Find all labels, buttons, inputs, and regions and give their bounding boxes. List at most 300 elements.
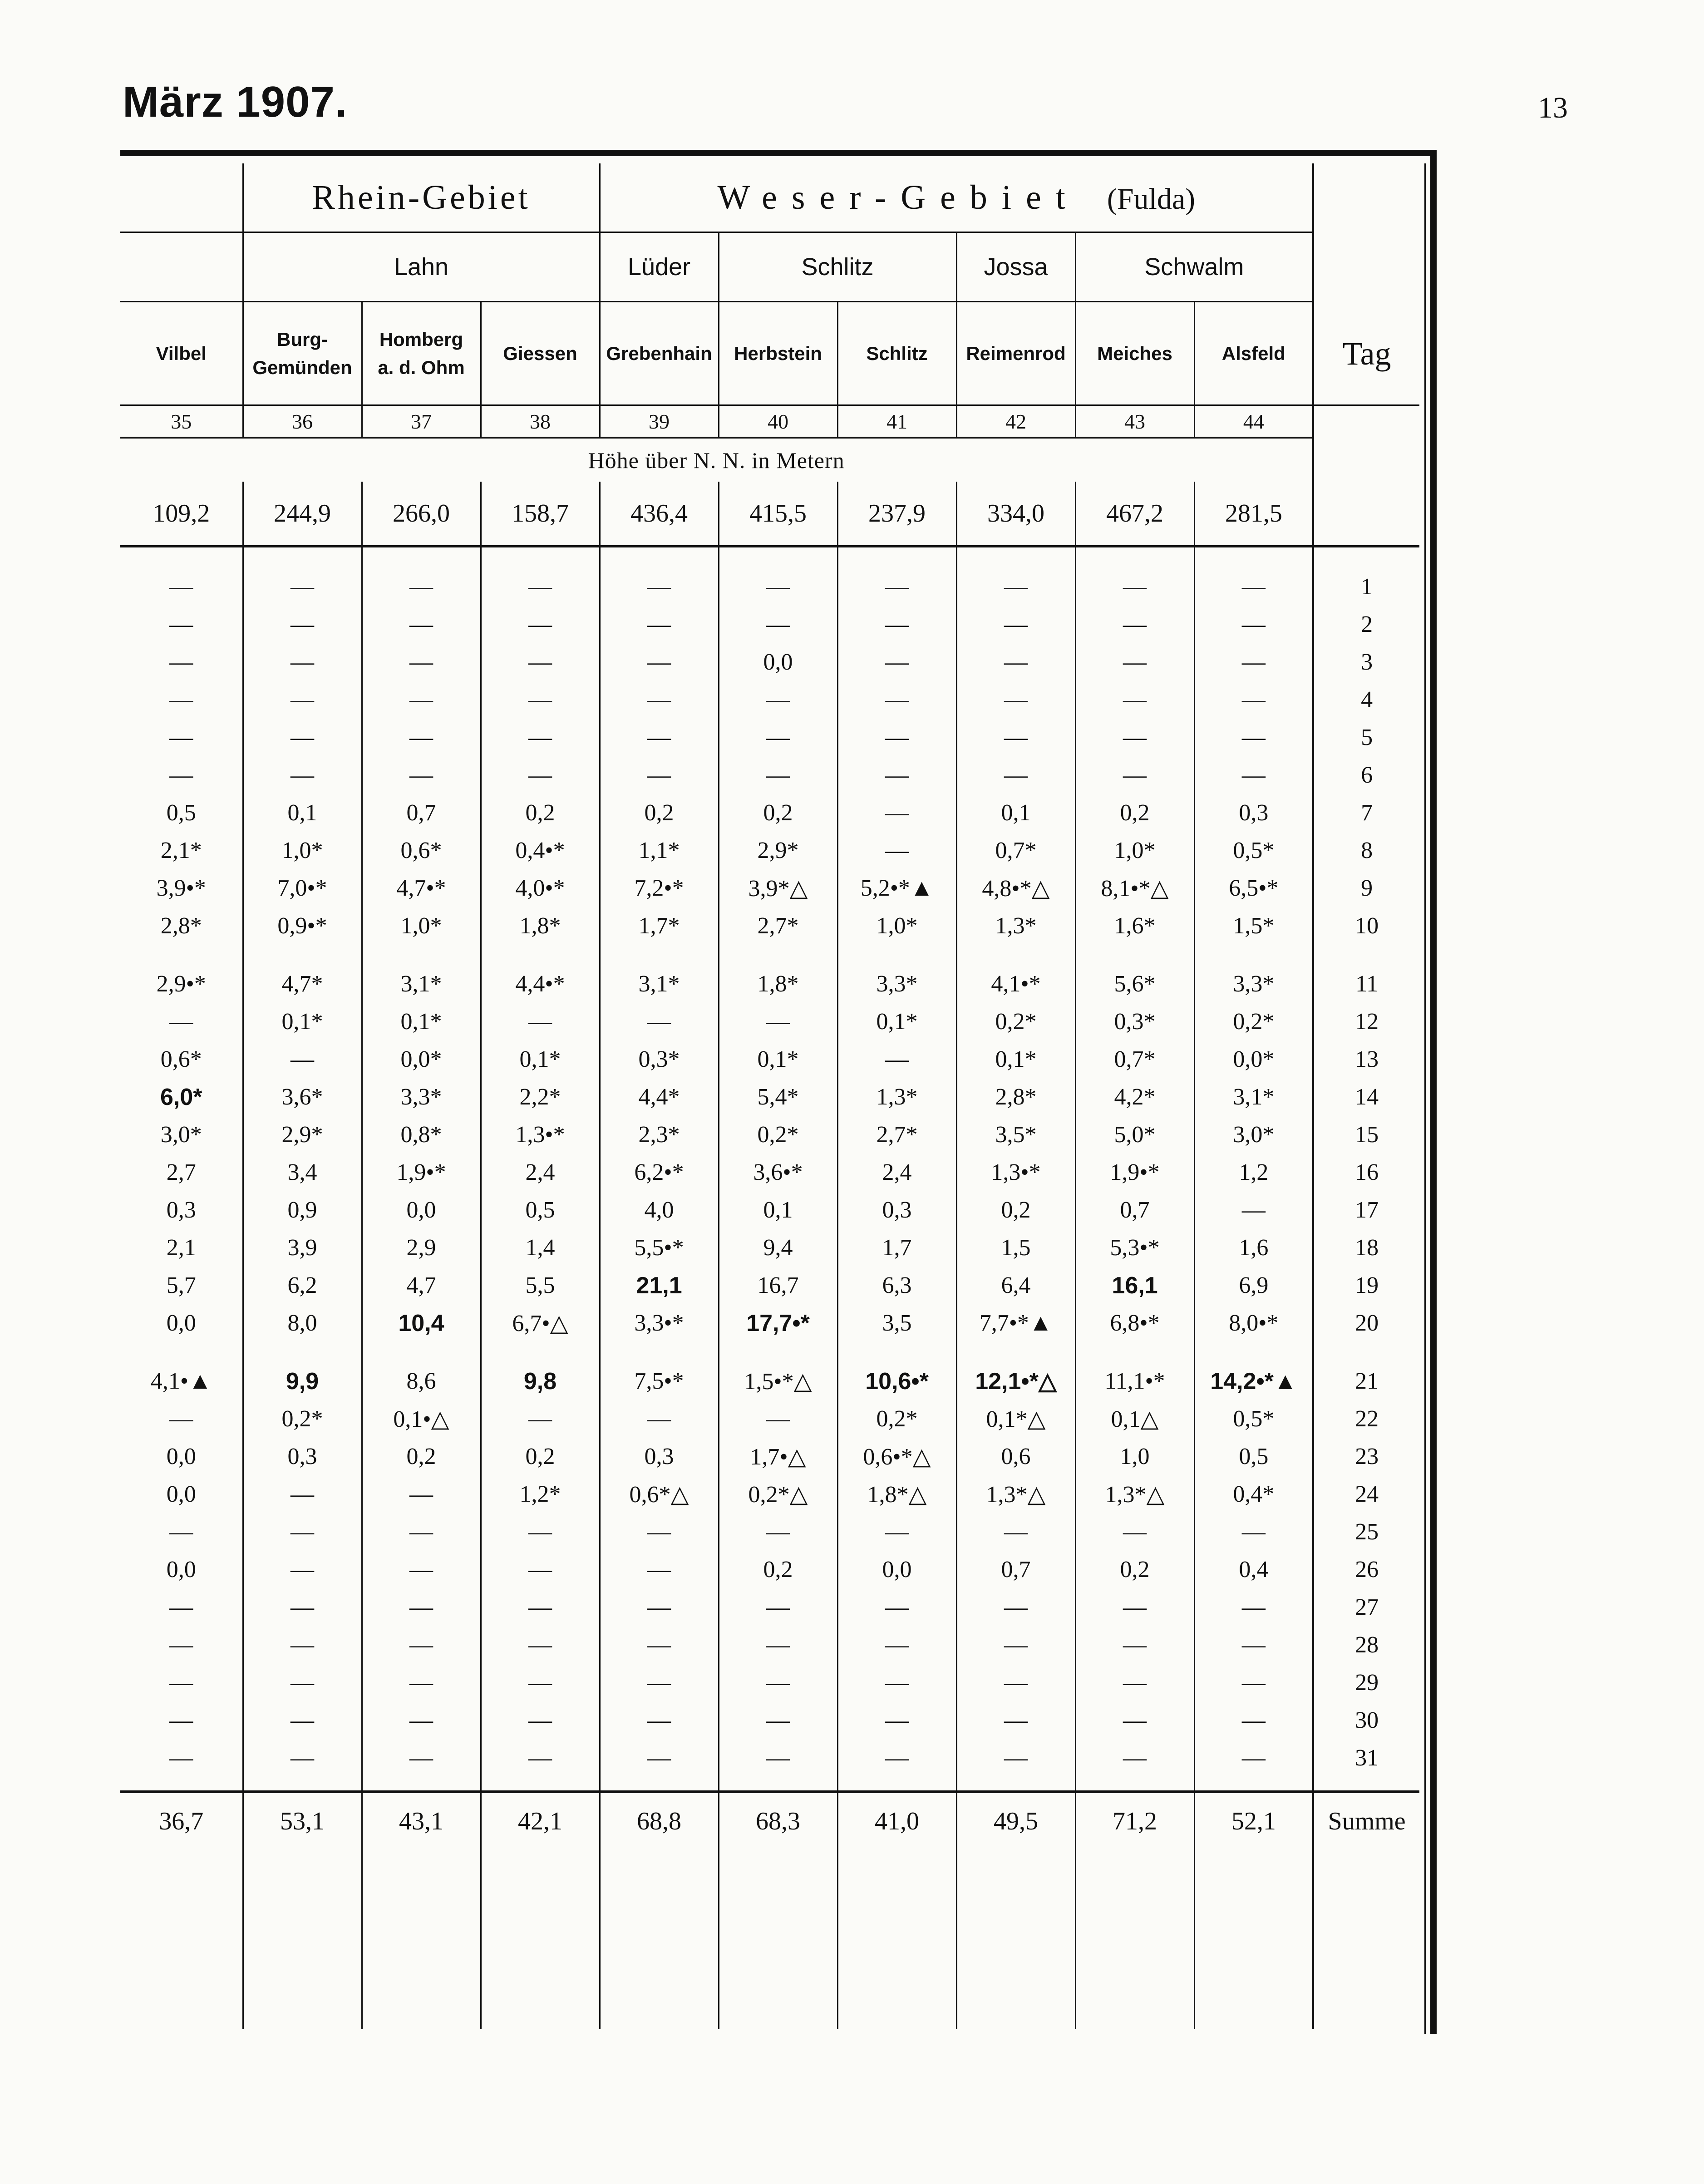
station-number: 40 (719, 405, 837, 438)
table-row (120, 606, 1419, 643)
precipitation-cell: 3,6•* (719, 1154, 837, 1191)
separator-cell (1075, 1777, 1194, 1792)
precipitation-cell: 6,8•* (1075, 1304, 1194, 1342)
spacer-cell (719, 547, 837, 568)
summe-label: Summe (1313, 1792, 1419, 1861)
precipitation-cell: — (719, 1701, 837, 1739)
spacer-cell (362, 547, 481, 568)
precipitation-cell: — (243, 606, 362, 643)
day-number: 5 (1313, 719, 1419, 756)
table-row (120, 1588, 1419, 1626)
gap-cell (120, 1342, 243, 1362)
precipitation-cell: — (362, 1551, 481, 1588)
precipitation-cell: — (837, 1588, 956, 1626)
precipitation-cell: 1,3*△ (1075, 1475, 1194, 1513)
day-number: 16 (1313, 1154, 1419, 1191)
precipitation-cell: 0,7 (1075, 1191, 1194, 1229)
precipitation-cell: — (600, 1551, 719, 1588)
number-row-tag-cell (1313, 405, 1419, 438)
precipitation-cell: 5,5 (481, 1267, 600, 1304)
station-elevation: 237,9 (837, 482, 956, 547)
separator-cell (243, 1777, 362, 1792)
station-name: Vilbel (120, 302, 243, 405)
day-number: 27 (1313, 1588, 1419, 1626)
precipitation-cell: 0,9•* (243, 907, 362, 945)
precipitation-cell: 1,0* (362, 907, 481, 945)
precipitation-cell: 2,9 (362, 1229, 481, 1267)
precipitation-cell: — (481, 1701, 600, 1739)
precipitation-cell: — (600, 1626, 719, 1664)
table-row (120, 1078, 1419, 1116)
precipitation-cell: 0,2* (837, 1400, 956, 1438)
precipitation-cell: — (1075, 719, 1194, 756)
precipitation-cell: 0,4* (1194, 1475, 1313, 1513)
station-name: Alsfeld (1194, 302, 1313, 405)
precipitation-cell: 1,7* (600, 907, 719, 945)
precipitation-cell: 0,0 (719, 643, 837, 681)
precipitation-cell: 8,1•*△ (1075, 869, 1194, 907)
precipitation-cell: — (169, 1009, 193, 1035)
river-schwalm: Schwalm (1075, 232, 1313, 302)
table-row (120, 1551, 1419, 1588)
precipitation-cell: — (243, 568, 362, 606)
precipitation-cell: — (481, 606, 600, 643)
precipitation-cell: — (481, 1664, 600, 1701)
precipitation-cell: 17,7•* (719, 1304, 837, 1342)
separator-cell (120, 1777, 243, 1792)
table-row (120, 907, 1419, 945)
precipitation-cell: 1,8*△ (837, 1475, 956, 1513)
precipitation-cell: 2,7* (837, 1116, 956, 1154)
precipitation-cell: 3,5* (956, 1116, 1075, 1154)
precipitation-cell: 3,1* (362, 965, 481, 1003)
precipitation-cell: 16,7 (719, 1267, 837, 1304)
day-number: 26 (1313, 1551, 1419, 1588)
day-number: 13 (1313, 1040, 1419, 1078)
precipitation-cell: — (169, 1519, 193, 1545)
day-number: 30 (1313, 1701, 1419, 1739)
precipitation-cell: — (956, 643, 1075, 681)
station-elevation: 467,2 (1075, 482, 1194, 547)
station-name: Homberg a. d. Ohm (362, 302, 481, 405)
precipitation-cell: — (1075, 1588, 1194, 1626)
precipitation-cell: 5,6* (1075, 965, 1194, 1003)
precipitation-cell: — (956, 568, 1075, 606)
tag-column-header: Tag (1313, 163, 1419, 405)
precipitation-cell: 0,5 (481, 1191, 600, 1229)
precipitation-cell: — (837, 719, 956, 756)
block-gap-row (120, 945, 1419, 965)
precipitation-cell: — (169, 1406, 193, 1432)
precipitation-cell: 0,0 (166, 1557, 196, 1583)
weser-gebiet-header (600, 163, 1313, 232)
sum-cell: 68,8 (600, 1792, 719, 1861)
precipitation-cell: — (719, 1400, 837, 1438)
separator-cell (481, 1777, 600, 1792)
precipitation-cell: — (362, 1588, 481, 1626)
precipitation-cell: — (481, 1513, 600, 1551)
precipitation-cell: — (362, 1701, 481, 1739)
precipitation-cell: — (837, 1626, 956, 1664)
table-row (120, 832, 1419, 869)
precipitation-cell: 0,1 (956, 794, 1075, 832)
bottom-cell (120, 1861, 243, 2029)
day-number: 17 (1313, 1191, 1419, 1229)
precipitation-cell: — (481, 1626, 600, 1664)
precipitation-cell: 11,1•* (1075, 1362, 1194, 1400)
precipitation-cell: — (956, 1626, 1075, 1664)
bottom-cell (600, 1861, 719, 2029)
precipitation-cell: — (243, 756, 362, 794)
table-row (120, 1400, 1419, 1438)
precipitation-cell: 6,5•* (1194, 869, 1313, 907)
gap-cell (600, 1342, 719, 1362)
table-row (120, 1438, 1419, 1475)
precipitation-cell: — (362, 681, 481, 719)
precipitation-cell: 1,6 (1194, 1229, 1313, 1267)
separator-cell (1194, 1777, 1313, 1792)
precipitation-cell: — (362, 1626, 481, 1664)
precipitation-cell: — (169, 1707, 193, 1733)
gap-cell (1313, 1342, 1419, 1362)
precipitation-cell: — (362, 643, 481, 681)
precipitation-cell: 4,1•▲ (150, 1368, 212, 1394)
precipitation-cell: 3,3* (362, 1078, 481, 1116)
day-number: 29 (1313, 1664, 1419, 1701)
weser-gebiet-label: Weser-Gebiet (717, 178, 1080, 217)
separator-cell (719, 1777, 837, 1792)
precipitation-cell: 8,0•* (1194, 1304, 1313, 1342)
separator-cell (956, 1777, 1075, 1792)
precipitation-cell: 16,1 (1075, 1267, 1194, 1304)
table-row (120, 1154, 1419, 1191)
precipitation-cell: 2,1* (160, 838, 202, 863)
precipitation-cell: 2,4 (481, 1154, 600, 1191)
sum-cell: 52,1 (1194, 1792, 1313, 1861)
precipitation-cell: 0,2 (956, 1191, 1075, 1229)
precipitation-cell: 0,0 (166, 1310, 196, 1336)
sum-cell: 41,0 (837, 1792, 956, 1861)
precipitation-cell: 0,1* (362, 1003, 481, 1040)
day-number: 22 (1313, 1400, 1419, 1438)
precipitation-cell: 0,8* (362, 1116, 481, 1154)
precipitation-cell: 3,1* (600, 965, 719, 1003)
precipitation-cell: 0,4•* (481, 832, 600, 869)
precipitation-cell: 1,5 (956, 1229, 1075, 1267)
gap-cell (719, 945, 837, 965)
station-number: 37 (362, 405, 481, 438)
precipitation-cell: — (243, 1588, 362, 1626)
precipitation-cell: 0,7* (1075, 1040, 1194, 1078)
sum-cell: 68,3 (719, 1792, 837, 1861)
precipitation-cell: 3,6* (243, 1078, 362, 1116)
precipitation-cell: — (719, 1003, 837, 1040)
precipitation-cell: 0,1* (481, 1040, 600, 1078)
spacer-cell (481, 547, 600, 568)
table-row (120, 1116, 1419, 1154)
precipitation-cell: 0,5* (1194, 1400, 1313, 1438)
precipitation-cell: — (243, 1475, 362, 1513)
precipitation-cell: — (362, 568, 481, 606)
precipitation-cell: 0,7* (956, 832, 1075, 869)
precipitation-cell: 0,2 (362, 1438, 481, 1475)
precipitation-cell: 0,2 (719, 1551, 837, 1588)
bottom-cell (1194, 1861, 1313, 2029)
precipitation-cell: 0,2 (600, 794, 719, 832)
elevation-row-tag-cell (1313, 482, 1419, 547)
precipitation-cell: 0,0* (362, 1040, 481, 1078)
precipitation-cell: 0,5* (1194, 832, 1313, 869)
gap-cell (243, 945, 362, 965)
precipitation-cell: — (169, 1594, 193, 1620)
precipitation-cell: 2,2* (481, 1078, 600, 1116)
precipitation-cell: 0,4 (1194, 1551, 1313, 1588)
precipitation-cell: — (600, 719, 719, 756)
precipitation-cell: — (362, 719, 481, 756)
precipitation-cell: — (1075, 1701, 1194, 1739)
precipitation-cell: 2,9•* (156, 971, 206, 997)
station-number: 41 (837, 405, 956, 438)
precipitation-cell: — (600, 681, 719, 719)
sum-cell: 71,2 (1075, 1792, 1194, 1861)
precipitation-cell: 4,2* (1075, 1078, 1194, 1116)
table-row (120, 1229, 1419, 1267)
precipitation-cell: — (169, 762, 193, 788)
precipitation-cell: 3,5 (837, 1304, 956, 1342)
station-name: Reimenrod (956, 302, 1075, 405)
precipitation-cell: 2,3* (600, 1116, 719, 1154)
bottom-cell (1075, 1861, 1194, 2029)
table-row (120, 681, 1419, 719)
station-elevation: 244,9 (243, 482, 362, 547)
precipitation-cell: 0,1 (719, 1191, 837, 1229)
day-number: 12 (1313, 1003, 1419, 1040)
precipitation-cell: — (1075, 606, 1194, 643)
precipitation-cell: 5,0* (1075, 1116, 1194, 1154)
precipitation-cell: — (243, 1701, 362, 1739)
spacer-cell (1194, 547, 1313, 568)
station-elevation: 415,5 (719, 482, 837, 547)
precipitation-cell: 0,5 (1194, 1438, 1313, 1475)
precipitation-cell: 0,1*△ (956, 1400, 1075, 1438)
precipitation-cell: 4,7 (362, 1267, 481, 1304)
day-number: 19 (1313, 1267, 1419, 1304)
precipitation-cell: 0,0* (1194, 1040, 1313, 1078)
gap-cell (120, 945, 243, 965)
river-schlitz: Schlitz (719, 232, 956, 302)
station-number-row (120, 405, 1419, 438)
precipitation-cell: — (1194, 1739, 1313, 1777)
precipitation-cell: 0,1* (837, 1003, 956, 1040)
precipitation-cell: 2,4 (837, 1154, 956, 1191)
precipitation-table (120, 163, 1419, 2029)
day-number: 25 (1313, 1513, 1419, 1551)
precipitation-cell: — (837, 681, 956, 719)
precipitation-cell: 0,2 (1075, 794, 1194, 832)
station-name: Grebenhain (600, 302, 719, 405)
precipitation-cell: 4,7* (243, 965, 362, 1003)
precipitation-cell: — (243, 1664, 362, 1701)
precipitation-cell: 0,3 (166, 1197, 196, 1223)
day-number: 18 (1313, 1229, 1419, 1267)
separator-cell (1313, 1777, 1419, 1792)
day-number: 1 (1313, 568, 1419, 606)
precipitation-cell: 1,8* (481, 907, 600, 945)
precipitation-cell: 0,1△ (1075, 1400, 1194, 1438)
station-elevation: 281,5 (1194, 482, 1313, 547)
station-elevation-row (120, 482, 1419, 547)
precipitation-cell: 2,9* (719, 832, 837, 869)
precipitation-cell: 0,6*△ (600, 1475, 719, 1513)
precipitation-cell: 1,9•* (362, 1154, 481, 1191)
table-row (120, 1664, 1419, 1701)
separator-cell (600, 1777, 719, 1792)
precipitation-cell: — (837, 606, 956, 643)
precipitation-cell: 0,2 (481, 794, 600, 832)
precipitation-cell: 4,7•* (362, 869, 481, 907)
precipitation-cell: 1,3•* (481, 1116, 600, 1154)
precipitation-cell: 0,2* (1194, 1003, 1313, 1040)
precipitation-cell: 1,2 (1194, 1154, 1313, 1191)
precipitation-cell: — (600, 643, 719, 681)
precipitation-cell: 0,6 (956, 1438, 1075, 1475)
precipitation-cell: 1,3* (837, 1078, 956, 1116)
precipitation-cell: — (1194, 756, 1313, 794)
precipitation-cell: 3,9•* (156, 875, 206, 901)
precipitation-cell: 0,6•*△ (837, 1438, 956, 1475)
river-lahn: Lahn (243, 232, 600, 302)
station-number: 42 (956, 405, 1075, 438)
day-number: 21 (1313, 1362, 1419, 1400)
sum-separator-row (120, 1777, 1419, 1792)
precipitation-cell: 0,1* (719, 1040, 837, 1078)
precipitation-cell: 0,1* (956, 1040, 1075, 1078)
precipitation-cell: — (837, 568, 956, 606)
precipitation-cell: 6,9 (1194, 1267, 1313, 1304)
precipitation-cell: 3,3* (1194, 965, 1313, 1003)
precipitation-cell: — (1075, 1739, 1194, 1777)
precipitation-cell: — (1075, 568, 1194, 606)
gap-cell (481, 1342, 600, 1362)
precipitation-cell: 1,0* (1075, 832, 1194, 869)
precipitation-cell: 6,0* (160, 1084, 202, 1110)
gap-cell (362, 1342, 481, 1362)
precipitation-cell: — (837, 1513, 956, 1551)
station-number: 43 (1075, 405, 1194, 438)
precipitation-cell: 7,5•* (600, 1362, 719, 1400)
precipitation-cell: — (600, 1513, 719, 1551)
precipitation-cell: — (169, 687, 193, 713)
precipitation-cell: — (1075, 1513, 1194, 1551)
precipitation-cell: 3,9 (243, 1229, 362, 1267)
precipitation-cell: — (837, 643, 956, 681)
precipitation-cell: 0,2* (243, 1400, 362, 1438)
precipitation-cell: 0,1* (243, 1003, 362, 1040)
precipitation-cell: — (1194, 1588, 1313, 1626)
precipitation-cell: — (481, 756, 600, 794)
gap-cell (956, 1342, 1075, 1362)
station-name: Meiches (1075, 302, 1194, 405)
precipitation-cell: 7,0•* (243, 869, 362, 907)
precipitation-cell: 1,9•* (1075, 1154, 1194, 1191)
precipitation-cell: 3,0* (1194, 1116, 1313, 1154)
precipitation-cell: 9,8 (481, 1362, 600, 1400)
precipitation-cell: — (600, 756, 719, 794)
precipitation-cell: — (481, 681, 600, 719)
station-number: 36 (243, 405, 362, 438)
empty-corner-cell (120, 163, 243, 232)
table-bottom-row (120, 1861, 1419, 2029)
precipitation-cell: 5,2•*▲ (837, 869, 956, 907)
precipitation-cell: 1,3*△ (956, 1475, 1075, 1513)
precipitation-cell: — (600, 1400, 719, 1438)
river-jossa: Jossa (956, 232, 1075, 302)
precipitation-cell: — (243, 1513, 362, 1551)
precipitation-cell: 0,2* (956, 1003, 1075, 1040)
precipitation-cell: — (169, 1670, 193, 1696)
precipitation-cell: — (1194, 643, 1313, 681)
precipitation-cell: — (1194, 606, 1313, 643)
precipitation-cell: 5,3•* (1075, 1229, 1194, 1267)
empty-river-cell (120, 232, 243, 302)
precipitation-cell: — (481, 568, 600, 606)
precipitation-cell: 14,2•*▲ (1194, 1362, 1313, 1400)
precipitation-cell: — (956, 1701, 1075, 1739)
gap-cell (1075, 1342, 1194, 1362)
precipitation-cell: 6,4 (956, 1267, 1075, 1304)
precipitation-cell: — (1194, 1513, 1313, 1551)
page-heading: März 1907. (123, 78, 348, 126)
table-row (120, 719, 1419, 756)
precipitation-cell: — (600, 1588, 719, 1626)
precipitation-cell: 4,0•* (481, 869, 600, 907)
precipitation-cell: 0,3 (1194, 794, 1313, 832)
elevation-caption: Höhe über N. N. in Metern (588, 447, 845, 473)
precipitation-cell: — (362, 756, 481, 794)
table-row (120, 1701, 1419, 1739)
station-elevation: 109,2 (120, 482, 243, 547)
precipitation-cell: 6,7•△ (481, 1304, 600, 1342)
precipitation-cell: 4,4* (600, 1078, 719, 1116)
precipitation-cell: — (169, 574, 193, 600)
station-number: 38 (481, 405, 600, 438)
precipitation-cell: — (719, 568, 837, 606)
bottom-cell (956, 1861, 1075, 2029)
precipitation-cell: — (956, 1664, 1075, 1701)
spacer-cell (243, 547, 362, 568)
block-gap-row (120, 1342, 1419, 1362)
table-right-rule (1430, 150, 1437, 2034)
table-right-inner-rule (1424, 163, 1426, 2034)
precipitation-cell: — (481, 1588, 600, 1626)
precipitation-cell: 0,0 (166, 1481, 196, 1507)
day-number: 15 (1313, 1116, 1419, 1154)
precipitation-cell: 7,7•*▲ (956, 1304, 1075, 1342)
day-number: 6 (1313, 756, 1419, 794)
precipitation-cell: — (719, 1588, 837, 1626)
precipitation-cell: — (719, 681, 837, 719)
day-number: 14 (1313, 1078, 1419, 1116)
precipitation-cell: 1,3•* (956, 1154, 1075, 1191)
precipitation-cell: — (600, 1003, 719, 1040)
precipitation-cell: — (1075, 1664, 1194, 1701)
precipitation-cell: 3,3•* (600, 1304, 719, 1342)
precipitation-cell: — (1194, 719, 1313, 756)
day-number: 7 (1313, 794, 1419, 832)
elevation-caption-tag-cell (1313, 438, 1419, 482)
precipitation-cell: 0,3 (837, 1191, 956, 1229)
day-number: 23 (1313, 1438, 1419, 1475)
